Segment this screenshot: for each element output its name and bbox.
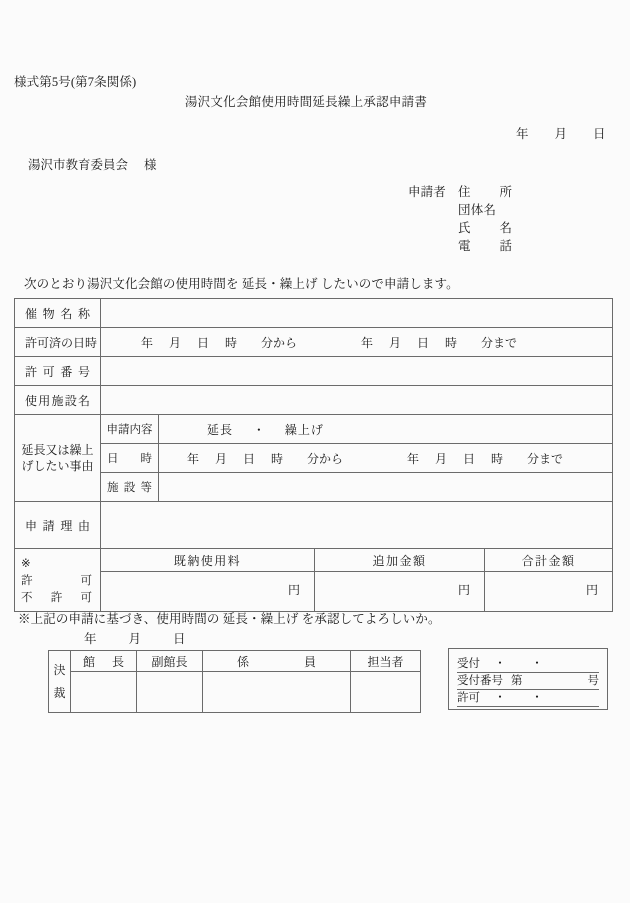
applicant-field-address [458,182,512,200]
approval-month-label: 月 [128,632,142,646]
seq-year: 年 [187,451,200,466]
addressee-honorific: 様 [144,158,157,172]
document-title: 湯沢文化会館使用時間延長繰上承認申請書 [184,95,428,109]
receipt-number-row[interactable] [457,673,599,690]
label-reason-block [15,415,101,502]
field-char-a: 電 [458,239,471,253]
applicant-row-organization [408,200,512,218]
applicant-row-name [408,218,512,236]
currency-unit: 円 [585,582,598,597]
receipt-permit-label: 許可 [457,692,480,704]
receipt-box [448,648,608,710]
header-director: 館長 [71,651,137,672]
receipt-permit-row[interactable] [457,690,599,707]
label-decision-char2: 裁 [53,685,66,700]
addressee-name: 湯沢市教育委員会 [28,158,129,172]
table-row-permitted-datetime [15,328,613,357]
stamp-staff[interactable] [203,672,351,713]
input-permitted-datetime[interactable] [101,328,613,357]
table-row-facility-name [15,386,613,415]
header-paid-fee: 既納使用料 [101,549,315,572]
label-requested-facility: 施設等 [101,473,159,502]
form-code: 様式第5号(第7条関係) [14,75,137,89]
seq-minute-to: 分まで [527,451,564,466]
table-row-application-reason [15,502,613,549]
input-application-reason[interactable] [101,502,613,549]
header-person-in-charge: 担当者 [351,651,421,672]
decision-body-row [49,672,421,713]
input-facility-name[interactable] [101,386,613,415]
currency-unit: 円 [457,582,470,597]
table-row-permit-number [15,357,613,386]
header-staff: 係員 [203,651,351,672]
approval-day-label: 日 [173,632,186,646]
seq-year: 年 [141,335,154,350]
label-permit-number: 許可番号 [15,357,101,386]
input-event-name[interactable] [101,299,613,328]
label-permitted-datetime: 許可済の日時 [15,328,101,357]
header-deputy-director: 副館長 [137,651,203,672]
approval-year-label: 年 [84,632,97,646]
receipt-reception-label: 受付 [457,658,480,670]
decision-table [48,650,421,713]
seq-minute-from: 分から [307,451,344,466]
input-paid-fee[interactable] [101,572,315,612]
input-additional-amount[interactable] [315,572,485,612]
addressee [28,155,157,173]
input-requested-facility[interactable] [159,473,613,502]
seq-month-2: 月 [435,451,448,466]
choice-separator: ・ [252,422,265,437]
applicant-label: 申請者 [408,185,446,199]
permission-allow-b: 可 [80,575,92,588]
input-permit-number[interactable] [101,357,613,386]
header-additional-amount: 追加金額 [315,549,485,572]
permission-deny-c: 可 [80,591,92,604]
label-event-name: 催物名称 [15,299,101,328]
label-requested-datetime: 日 時 [101,444,159,473]
date-day-label: 日 [593,127,606,141]
date-month-label: 月 [554,127,568,141]
table-row-money-headers [15,549,613,572]
input-total-amount[interactable] [485,572,613,612]
datetime-sequence [101,334,612,351]
applicant-row-phone [408,236,512,254]
seq-month: 月 [169,335,182,350]
table-row-request-content [15,415,613,444]
label-decision-char1: 決 [53,662,66,677]
receipt-number-label: 受付番号 [457,675,503,687]
field-char-a: 氏 [458,221,471,235]
field-char-b: 所 [499,185,512,199]
input-requested-datetime[interactable] [159,444,613,473]
submission-date-line [516,124,606,142]
receipt-number-dai: 第 [511,675,523,687]
header-total-amount: 合計金額 [485,549,613,572]
permission-deny[interactable] [21,590,92,607]
applicant-field-organization: 団体名 [458,203,497,217]
field-char-b: 名 [499,221,512,235]
label-reason-line2: げしたい事由 [21,459,94,473]
seq-day: 日 [197,335,210,350]
table-row-event-name [15,299,613,328]
seq-hour: 時 [225,335,238,350]
currency-unit: 円 [287,582,300,597]
approval-note: ※上記の申請に基づき、使用時間の 延長・繰上げ を承認してよろしいか。 [18,612,441,626]
stamp-person-in-charge[interactable] [351,672,421,713]
receipt-permit-dot2: ・ [531,692,543,704]
stamp-deputy-director[interactable] [137,672,203,713]
seq-hour-2: 時 [491,451,504,466]
permission-deny-a: 不 [21,591,33,604]
receipt-reception-dot2: ・ [531,658,543,670]
receipt-reception-row[interactable] [457,656,599,673]
label-permission-block [15,549,101,612]
applicant-block [408,182,512,254]
field-char-a: 住 [458,185,471,199]
seq-month-2: 月 [389,335,402,350]
permission-mark: ※ [21,558,31,571]
applicant-row-address [408,182,512,200]
seq-year-2: 年 [361,335,374,350]
label-request-content: 申請内容 [101,415,159,444]
field-char-b: 話 [499,239,512,253]
label-application-reason: 申請理由 [15,502,101,549]
input-request-content[interactable] [159,415,613,444]
label-reason-line1: 延長又は繰上 [21,442,94,457]
main-form-table [14,298,613,612]
datetime-sequence [159,450,612,467]
seq-day-2: 日 [417,335,430,350]
choice-group [159,421,612,438]
table-row-requested-facility [15,473,613,502]
applicant-field-phone [458,236,512,254]
seq-month: 月 [215,451,228,466]
date-year-label: 年 [516,127,529,141]
seq-day: 日 [243,451,256,466]
label-facility-name: 使用施設名 [15,386,101,415]
seq-minute-to: 分まで [481,335,518,350]
choice-advance[interactable]: 繰上げ [284,422,324,437]
seq-hour: 時 [271,451,284,466]
label-decision [49,651,71,713]
stamp-director[interactable] [71,672,137,713]
choice-extend[interactable]: 延長 [207,422,233,437]
table-row-requested-datetime [15,444,613,473]
table-row-money-values [15,572,613,612]
application-statement: 次のとおり湯沢文化会館の使用時間を 延長・繰上げ したいので申請します。 [24,277,459,291]
seq-day-2: 日 [463,451,476,466]
permission-allow[interactable] [21,573,92,590]
permission-deny-b: 許 [50,591,63,604]
applicant-field-name [458,218,512,236]
receipt-number-go: 号 [587,675,599,687]
permission-allow-a: 許 [21,575,33,588]
receipt-reception-dot1: ・ [494,658,506,670]
seq-minute-from: 分から [261,335,298,350]
approval-date-line [84,629,186,647]
receipt-permit-dot1: ・ [494,692,506,704]
decision-header-row [49,651,421,672]
seq-hour-2: 時 [445,335,458,350]
seq-year-2: 年 [407,451,420,466]
